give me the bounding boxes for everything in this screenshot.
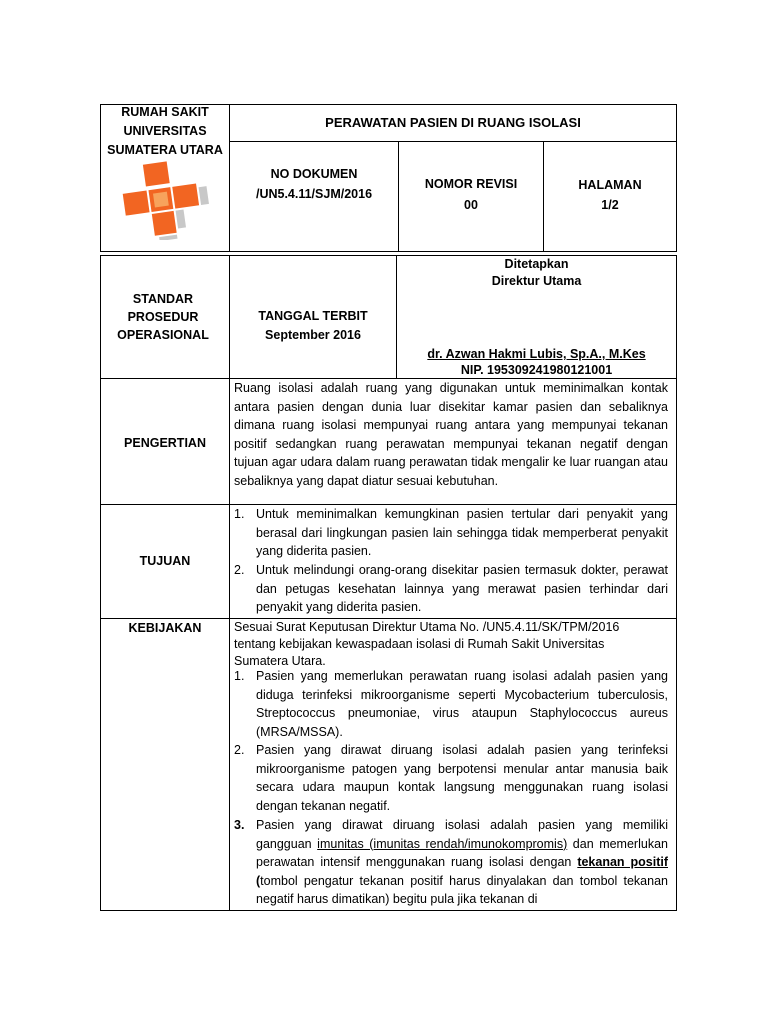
list-text: Pasien yang memerlukan perawatan ruang isolasi adalah pasien yang diduga terinfeksi mikroorganisme seperti Mycobacterium tuberculosis, Streptococcus pneumoniae, virus ataupun Staphylococcus aureus (MRSA/MSSA). [256,669,668,739]
ditetapkan-label: Ditetapkan [504,257,569,271]
list-text: Untuk melindungi orang-orang disekitar pasien termasuk dokter, perawat dan petugas kesehatan lainnya yang merawat pasien terhindar dari penyakit yang diderita pasien. [256,563,668,614]
main-right-border [676,255,677,911]
list-number: 1. [234,507,245,521]
tujuan-item-1 [234,505,668,561]
halaman-value: 1/2 [601,198,619,212]
signer-nip: NIP. 195309241980121001 [460,363,613,377]
kebijakan-item-3 [234,816,668,910]
header-right-border [676,104,677,252]
header-left-border [100,104,101,252]
halaman-label: HALAMAN [578,178,642,192]
main-col-divider [229,255,230,911]
list-text-part: tombol pengatur tekanan positif harus dinyalakan dan tombol tekanan negatif harus dimatikan) begitu pula jika tekanan di [256,873,668,906]
list-number: 2. [234,563,245,577]
tujuan-item-2 [234,561,668,617]
header-bottom-border [100,251,677,252]
document-title: PERAWATAN PASIEN DI RUANG ISOLASI [325,115,581,130]
list-number: 1. [234,669,245,683]
hospital-name: RUMAH SAKIT UNIVERSITAS SUMATERA UTARA [107,105,223,157]
kebijakan-intro: Sesuai Surat Keputusan Direktur Utama No. /UN5.4.11/SK/TPM/2016 tentang kebijakan kewaspadaan isolasi di Rumah Sakit Universitas Sumatera Utara. [234,620,620,668]
tanggal-terbit-label: TANGGAL TERBIT [258,309,368,323]
list-text: Pasien yang dirawat diruang isolasi adalah pasien yang terinfeksi mikroorganisme patogen yang berpotensi menular antar manusia baik secara udara maupun kontak langsung menggunakan ruang isolasi dengan tekanan negatif. [256,743,668,813]
sop-label: STANDAR PROSEDUR OPERASIONAL [117,292,209,342]
main-bottom-border [100,910,677,911]
main-left-border [100,255,101,911]
list-text-part: dan memerlukan perawatan intensif menggunakan ruang isolasi dengan [256,836,668,869]
hospital-logo-icon [110,160,220,240]
list-number: 2. [234,743,245,757]
pengertian-label: PENGERTIAN [124,436,206,450]
list-text: Untuk meminimalkan kemungkinan pasien tertular dari penyakit yang berasal dari lingkungan pasien lain sehingga tidak memperberat penyakit yang diderita pasien. [256,507,668,558]
kebijakan-label: KEBIJAKAN [128,621,202,635]
kebijakan-item-2 [234,741,668,815]
list-text-underlined: tekanan positif ( [256,855,668,888]
nomor-revisi-label: NOMOR REVISI [424,177,518,191]
no-dokumen-label: NO DOKUMEN [270,167,358,181]
nomor-revisi-value: 00 [464,198,478,212]
header-title-bottom-border [229,141,677,142]
kebijakan-item-1 [234,667,668,741]
list-number: 3. [234,818,245,832]
tujuan-label: TUJUAN [139,554,191,568]
pengertian-text: Ruang isolasi adalah ruang yang digunakan untuk meminimalkan kontak antara pasien dengan dunia luar disekitar kamar pasien dan sebaliknya dimana ruang isolasi mempunyai ruang antara yang mempunyai tekanan positif sedangkan ruang perawatan mempunyai tekanan negatif dengan tujuan agar udara dalam ruang perawatan tidak mengalir ke luar ruangan atau sebaliknya yang dapat diatur sesuai kebutuhan. [234,381,668,488]
signer-name: dr. Azwan Hakmi Lubis, Sp.A., M.Kes [427,347,646,361]
list-text [256,816,668,909]
list-text-underlined: imunitas (imunitas rendah/imunokompromis) [317,836,568,851]
list-text-part: Pasien yang dirawat diruang isolasi adalah pasien yang memiliki gangguan [256,818,668,851]
no-dokumen-value: /UN5.4.11/SJM/2016 [255,187,373,201]
direktur-label: Direktur Utama [491,274,582,288]
tanggal-terbit-value: September 2016 [265,328,361,342]
